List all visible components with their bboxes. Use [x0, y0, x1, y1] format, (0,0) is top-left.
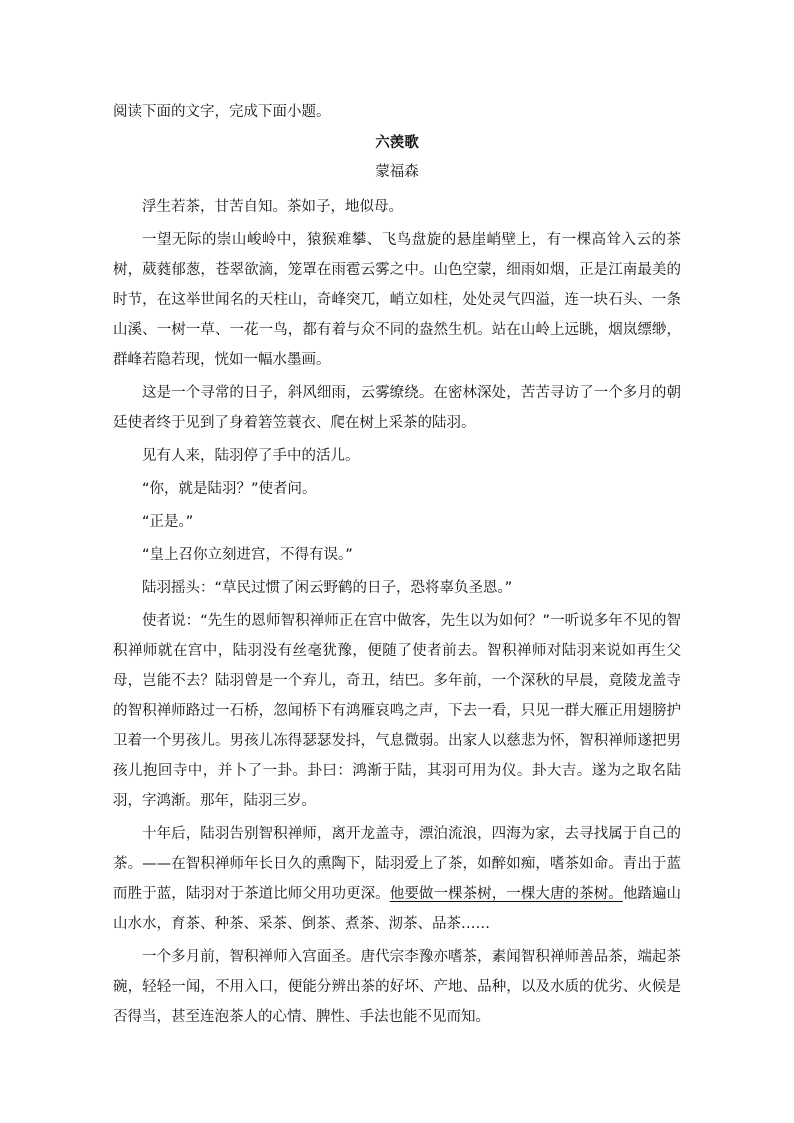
paragraph: 使者说：“先生的恩师智积禅师正在宫中做客，先生以为如何？”一听说多年不见的智积禅师就在宫中，陆羽没有丝毫犹豫，便随了使者前去。智积禅师对陆羽来说如再生父母，岂能不去？陆羽曾是一个弃儿，奇丑，结巴。多年前，一个深秋的早晨，竟陵龙盖寺的智积禅师路过一石桥，忽闻桥下有鸿雁哀鸣之声，下去一看，只见一群大雁正用翅膀护卫着一个男孩儿。男孩儿冻得瑟瑟发抖，气息微弱。出家人以慈悲为怀，智积禅师遂把男孩儿抱回寺中，并卜了一卦。卦曰：鸿渐于陆，其羽可用为仪。卦大吉。遂为之取名陆羽，字鸿渐。那年，陆羽三岁。: [113, 613, 681, 809]
paragraph: “你，就是陆羽？”使者问。: [142, 481, 317, 497]
paragraph: 一个多月前，智积禅师入宫面圣。唐代宗李豫亦嗜茶，素闻智积禅师善品茶，端起茶碗，轻轻一闻，不用入口，便能分辨出茶的好坏、产地、品种，以及水质的优劣、火候是否得当，甚至连泡茶人的心情、脾性、手法也能不见而知。: [113, 949, 681, 1025]
underlined-sentence: 他要做一棵茶树，一棵大唐的茶树。: [389, 886, 623, 902]
paragraph: 这是一个寻常的日子，斜风细雨，云雾缭绕。在密林深处，苦苦寻访了一个多月的朝廷使者终于见到了身着箬笠蓑衣、爬在树上采茶的陆羽。: [113, 385, 681, 431]
paragraph: 见有人来，陆羽停了手中的活儿。: [142, 448, 360, 464]
paragraph: 十年后，陆羽告别智积禅师，离开龙盖寺，漂泊流浪，四海为家，去寻找属于自己的茶。——在智积禅师年长日久的熏陶下，陆羽爱上了茶，如醉如痴，嗜茶如命。青出于蓝而胜于蓝，陆羽对于茶道比师父用功更深。他要做一棵茶树，一棵大唐的茶树。他踏遍山山水水，育茶、种茶、采茶、倒茶、煮茶、沏茶、品茶……: [113, 826, 682, 932]
paragraph: 浮生若茶，甘苦自知。茶如子，地似母。: [142, 199, 403, 215]
article-title: 六羡歌: [375, 135, 419, 151]
paragraph: “正是。”: [142, 514, 194, 530]
article-author: 蒙福森: [375, 164, 419, 180]
paragraph: 一望无际的崇山峻岭中，猿猴难攀、飞鸟盘旋的悬崖峭壁上，有一棵高耸入云的茶树，葳蕤郁葱，苍翠欲滴，笼罩在雨雹云雾之中。山色空蒙，细雨如烟，正是江南最美的时节，在这举世闻名的天柱山，奇峰突兀，峭立如柱，处处灵气四溢，连一块石头、一条山溪、一树一草、一花一鸟，都有着与众不同的盎然生机。站在山岭上远眺，烟岚缥缈，群峰若隐若现，恍如一幅水墨画。: [113, 232, 681, 368]
question-instruction: 阅读下面的文字，完成下面小题。: [113, 104, 331, 120]
paragraph: “皇上召你立刻进宫，不得有误。”: [142, 547, 353, 563]
paragraph: 陆羽摇头：“草民过惯了闲云野鹤的日子，恐将辜负圣恩。”: [142, 580, 513, 596]
article-body: [113, 192, 681, 1035]
